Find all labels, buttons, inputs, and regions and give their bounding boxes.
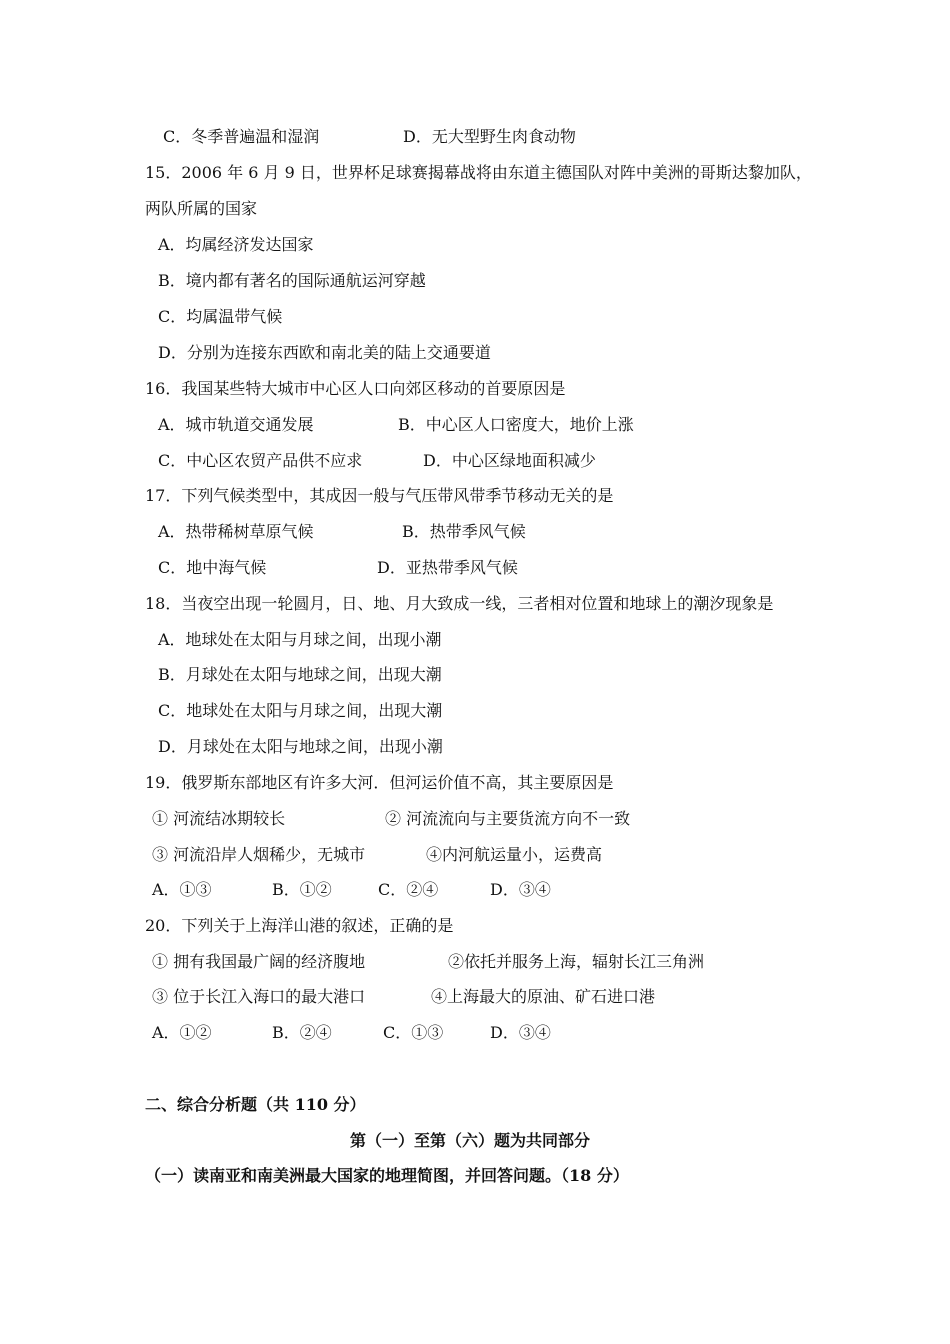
q17-option-d: D．亚热带季风气候 xyxy=(377,558,518,577)
q17-stem: 17．下列气候类型中，其成因一般与气压带风带季节移动无关的是 xyxy=(145,486,614,505)
q18-option-d: D．月球处在太阳与地球之间，出现小潮 xyxy=(158,737,443,756)
q17-option-c: C．地中海气候 xyxy=(158,558,267,577)
q18-option-c: C．地球处在太阳与月球之间，出现大潮 xyxy=(158,701,443,720)
q19-option-d: D．③④ xyxy=(490,880,551,899)
q15-option-a: A．均属经济发达国家 xyxy=(158,235,314,254)
q20-option-c: C．①③ xyxy=(383,1023,444,1042)
q18-option-b: B．月球处在太阳与地球之间，出现大潮 xyxy=(158,665,442,684)
q19-item-1: ① 河流结冰期较长 xyxy=(152,809,286,828)
q15-stem-line2: 两队所属的国家 xyxy=(145,199,258,218)
q20-stem: 20．下列关于上海洋山港的叙述，正确的是 xyxy=(145,916,454,935)
q14-option-c: C．冬季普遍温和湿润 xyxy=(163,127,320,146)
q16-option-d: D．中心区绿地面积减少 xyxy=(423,451,596,470)
q15-option-c: C．均属温带气候 xyxy=(158,307,283,326)
q18-stem: 18．当夜空出现一轮圆月，日、地、月大致成一线，三者相对位置和地球上的潮汐现象是 xyxy=(145,594,774,613)
q15-stem-line1: 15．2006 年 6 月 9 日，世界杯足球赛揭幕战将由东道主德国队对阵中美洲的哥斯达黎加队， xyxy=(145,163,812,182)
q19-option-c: C．②④ xyxy=(378,880,439,899)
q20-option-d: D．③④ xyxy=(490,1023,551,1042)
q19-option-b: B．①② xyxy=(272,880,332,899)
q16-stem: 16．我国某些特大城市中心区人口向郊区移动的首要原因是 xyxy=(145,379,566,398)
q16-option-b: B．中心区人口密度大，地价上涨 xyxy=(398,415,634,434)
q19-option-a: A．①③ xyxy=(152,880,212,899)
q16-option-a: A．城市轨道交通发展 xyxy=(158,415,314,434)
section2-subheading: 第（一）至第（六）题为共同部分 xyxy=(350,1131,591,1150)
q19-item-4: ④内河航运量小，运费高 xyxy=(426,845,603,864)
q16-option-c: C．中心区农贸产品供不应求 xyxy=(158,451,363,470)
q15-option-d: D．分别为连接东西欧和南北美的陆上交通要道 xyxy=(158,343,491,362)
section2-heading: 二、综合分析题（共 110 分） xyxy=(145,1095,366,1114)
q17-option-a: A．热带稀树草原气候 xyxy=(158,522,314,541)
q20-item-1: ① 拥有我国最广阔的经济腹地 xyxy=(152,952,366,971)
q20-option-a: A．①② xyxy=(152,1023,212,1042)
q20-item-4: ④上海最大的原油、矿石进口港 xyxy=(431,987,656,1006)
q17-option-b: B．热带季风气候 xyxy=(402,522,526,541)
q19-item-3: ③ 河流沿岸人烟稀少，无城市 xyxy=(152,845,366,864)
q15-option-b: B．境内都有著名的国际通航运河穿越 xyxy=(158,271,426,290)
q20-option-b: B．②④ xyxy=(272,1023,332,1042)
q14-option-d: D．无大型野生肉食动物 xyxy=(403,127,576,146)
section2-part1-prompt: （一）读南亚和南美洲最大国家的地理简图，并回答问题。（18 分） xyxy=(145,1166,629,1185)
q19-stem: 19．俄罗斯东部地区有许多大河．但河运价值不高，其主要原因是 xyxy=(145,773,614,792)
q20-item-2: ②依托并服务上海，辐射长江三角洲 xyxy=(448,952,705,971)
q18-option-a: A．地球处在太阳与月球之间，出现小潮 xyxy=(158,630,442,649)
q19-item-2: ② 河流流向与主要货流方向不一致 xyxy=(385,809,631,828)
q20-item-3: ③ 位于长江入海口的最大港口 xyxy=(152,987,366,1006)
